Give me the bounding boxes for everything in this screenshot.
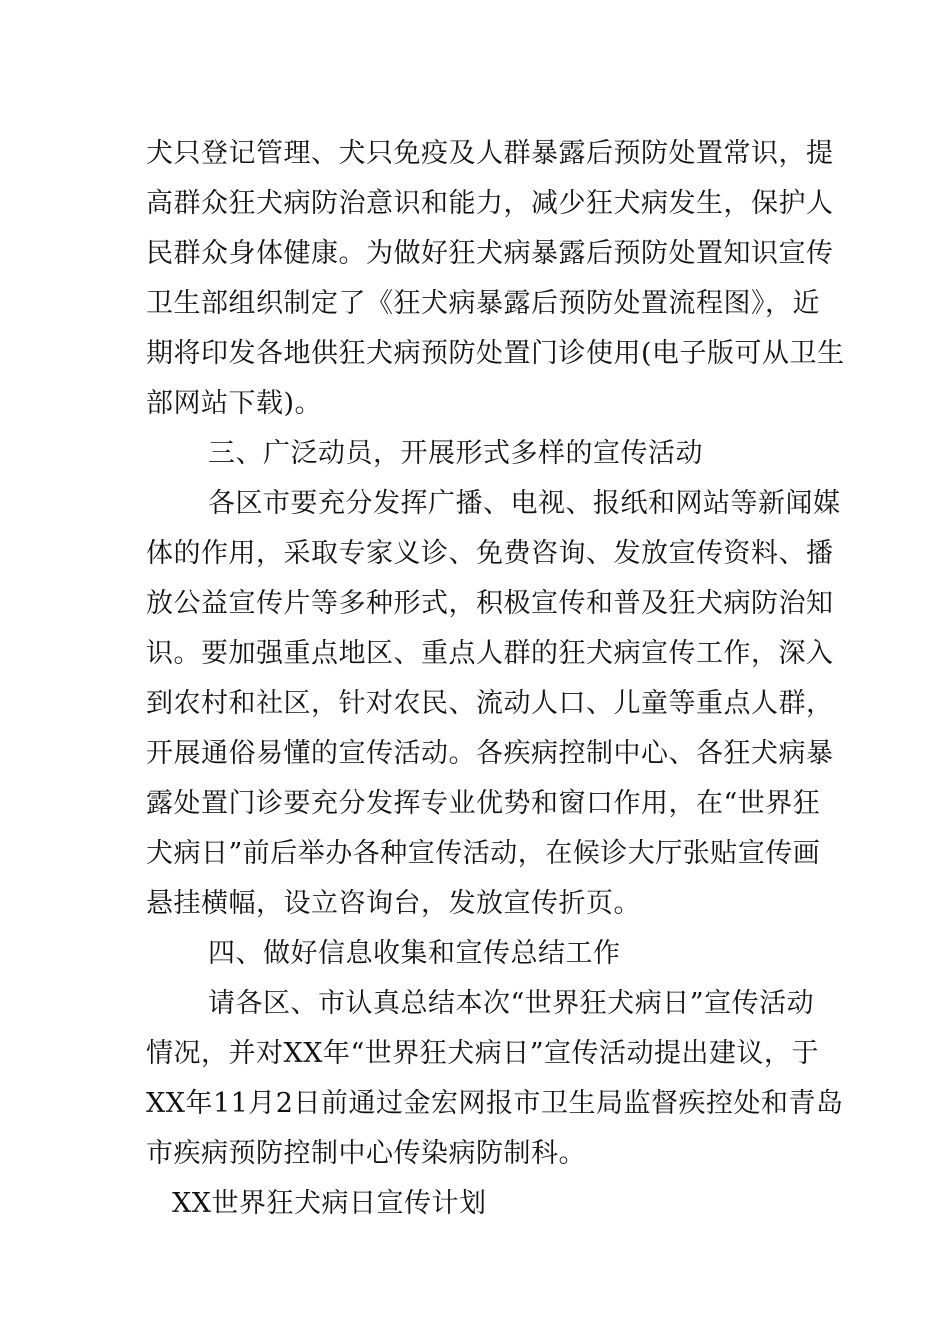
paragraph-line: 犬只登记管理、犬只免疫及人群暴露后预防处置常识，提 [146, 138, 834, 169]
document-title-footer: XX世界狂犬病日宣传计划 [172, 1188, 487, 1219]
section-heading-4: 四、做好信息收集和宣传总结工作 [208, 938, 621, 969]
paragraph-line: 各区市要充分发挥广播、电视、报纸和网站等新闻媒 [208, 488, 841, 519]
paragraph-line: 犬病日”前后举办各种宣传活动，在候诊大厅张贴宣传画 [146, 838, 821, 869]
paragraph-line: 开展通俗易懂的宣传活动。各疾病控制中心、各狂犬病暴 [146, 738, 834, 769]
paragraph-line: XX年11月2日前通过金宏网报市卫生局监督疾控处和青岛 [146, 1088, 844, 1119]
paragraph-line: 请各区、市认真总结本次“世界狂犬病日”宣传活动 [208, 988, 815, 1019]
paragraph-line: 期将印发各地供狂犬病预防处置门诊使用(电子版可从卫生 [146, 338, 845, 369]
paragraph-line: 识。要加强重点地区、重点人群的狂犬病宣传工作，深入 [146, 638, 834, 669]
paragraph-line: 市疾病预防控制中心传染病防制科。 [146, 1138, 586, 1169]
section-heading-3: 三、广泛动员，开展形式多样的宣传活动 [208, 438, 703, 469]
paragraph-line: 部网站下载)。 [146, 388, 323, 419]
paragraph-line: 高群众狂犬病防治意识和能力，减少狂犬病发生，保护人 [146, 188, 834, 219]
paragraph-line: 民群众身体健康。为做好狂犬病暴露后预防处置知识宣传 [146, 238, 834, 269]
paragraph-line: 情况，并对XX年“世界狂犬病日”宣传活动提出建议，于 [146, 1038, 820, 1069]
paragraph-line: 露处置门诊要充分发挥专业优势和窗口作用，在“世界狂 [146, 788, 821, 819]
paragraph-line: 放公益宣传片等多种形式，积极宣传和普及狂犬病防治知 [146, 588, 834, 619]
paragraph-line: 体的作用，采取专家义诊、免费咨询、发放宣传资料、播 [146, 538, 834, 569]
paragraph-line: 悬挂横幅，设立咨询台，发放宣传折页。 [146, 888, 641, 919]
paragraph-line: 卫生部组织制定了《狂犬病暴露后预防处置流程图》，近 [146, 288, 820, 319]
paragraph-line: 到农村和社区，针对农民、流动人口、儿童等重点人群， [146, 688, 834, 719]
